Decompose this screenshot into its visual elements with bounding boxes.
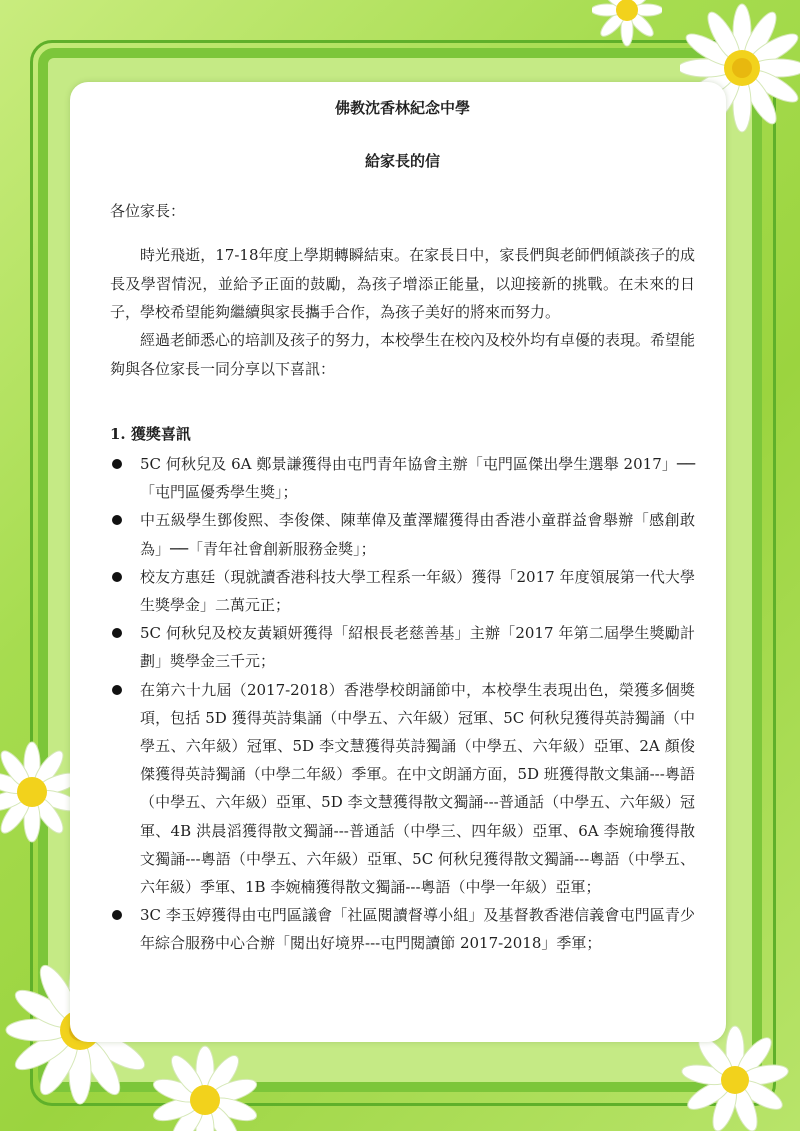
letter-title: 給家長的信: [364, 152, 440, 170]
daisy-flower-icon: [592, 0, 662, 50]
list-item: 5C 何秋兒及 6A 鄭景謙獲得由屯門青年協會主辦「屯門區傑出學生選舉 2017」──「屯門區優秀學生獎」；: [110, 450, 695, 506]
list-item: 中五級學生鄧俊熙、李俊傑、陳華偉及董澤耀獲得由香港小童群益會舉辦「感創敢為」──「青年社會創新服務金獎」；: [110, 506, 695, 562]
paragraph-achievements: 經過老師悉心的培訓及孩子的努力，本校學生在校內及校外均有卓優的表現。希望能夠與各位家長一同分享以下喜訊：: [110, 331, 696, 378]
awards-list: [110, 450, 695, 958]
bullet-icon: [112, 685, 122, 695]
daisy-flower-icon: [150, 1040, 260, 1131]
list-item: 在第六十九屆（2017-2018）香港學校朗誦節中，本校學生表現出色，榮獲多個獎項，包括 5D 獲得英詩集誦（中學五、六年級）冠軍、5C 何秋兒獲得英詩獨誦（中學五、六年級）冠軍、5D 李文慧獲得英詩獨誦（中學五、六年級）亞軍、2A 顏俊傑獲得英詩獨誦（中學二年級）季軍。在中文朗誦方面，5D 班獲得散文集誦---粵語（中學五、六年級）亞軍、5D 李文慧獲得散文獨誦---普通話（中學五、六年級）冠軍、4B 洪晨滔獲得散文獨誦---普通話（中學三、四年級）亞軍、6A 李婉瑜獲得散文獨誦---粵語（中學五、六年級）亞軍、5C 何秋兒獲得散文獨誦---粵語（中學五、六年級）季軍、1B 李婉楠獲得散文獨誦---粵語（中學一年級）亞軍；: [110, 676, 695, 902]
paragraph-intro: 時光飛逝，17-18年度上學期轉瞬結束。在家長日中，家長們與老師們傾談孩子的成長及學習情況，並給予正面的鼓勵，為孩子增添正能量，以迎接新的挑戰。在未來的日子，學校希望能夠繼續與家長攜手合作，為孩子美好的將來而努力。: [110, 246, 695, 321]
school-name: 佛教沈香林紀念中學: [334, 99, 470, 117]
bullet-icon: [112, 910, 122, 920]
bullet-icon: [112, 515, 122, 525]
list-item: 校友方惠廷（現就讀香港科技大學工程系一年級）獲得「2017 年度領展第一代大學生獎學金」二萬元正；: [110, 563, 695, 619]
letter-content: [110, 96, 696, 953]
list-item: 3C 李玉婷獲得由屯門區議會「社區閱讀督導小組」及基督教香港信義會屯門區青少年綜合服務中心合辦「閱出好境界---屯門閱讀節 2017-2018」季軍；: [110, 901, 695, 957]
salutation: 各位家長：: [110, 202, 186, 220]
bullet-icon: [112, 628, 122, 638]
list-item: 5C 何秋兒及校友黃穎妍獲得「紹根長老慈善基」主辦「2017 年第二屆學生獎勵計劃」獎學金三千元；: [110, 619, 695, 675]
daisy-flower-icon: [0, 740, 80, 850]
bullet-icon: [112, 459, 122, 469]
bullet-icon: [112, 572, 122, 582]
section-title: 1. 獲獎喜訊: [110, 425, 191, 443]
